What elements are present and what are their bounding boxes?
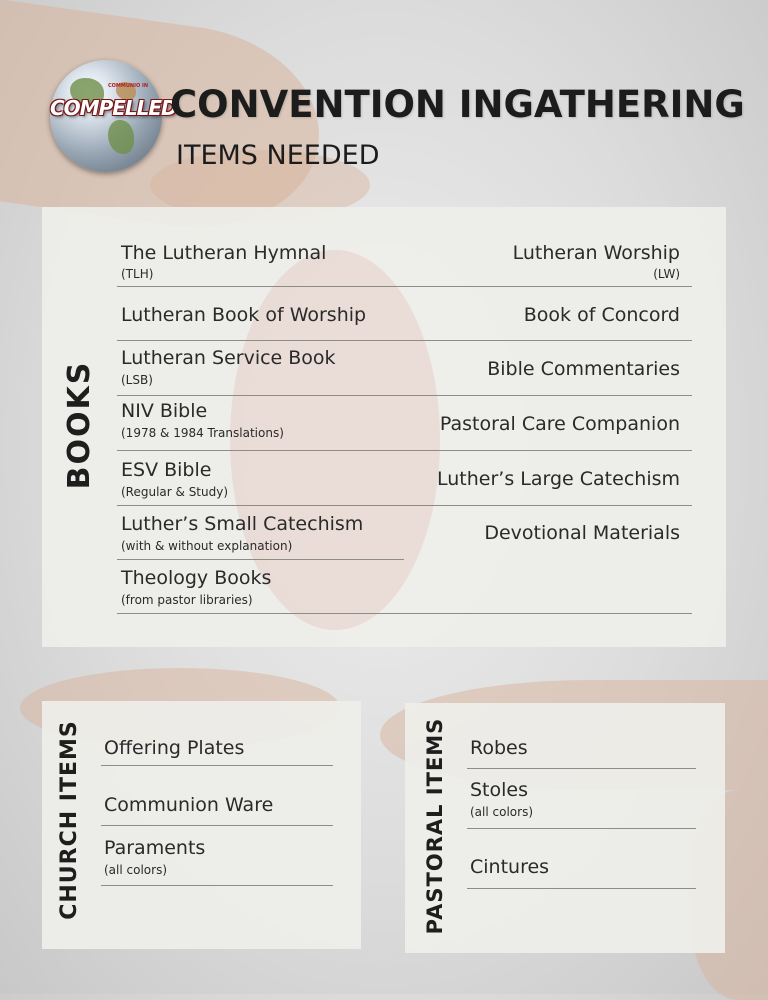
book-note: (with & without explanation)	[121, 539, 293, 553]
church-row-paraments	[101, 826, 333, 886]
book-name: Luther’s Large Catechism	[437, 468, 680, 490]
book-name: Pastoral Care Companion	[439, 413, 680, 435]
book-row-pastoral-care	[404, 396, 692, 451]
book-note: (from pastor libraries)	[121, 593, 253, 607]
book-name: NIV Bible	[121, 400, 208, 422]
book-name: Devotional Materials	[484, 522, 680, 544]
logo-text: COMPELLED	[50, 96, 177, 120]
pastoral-item-name: Cintures	[470, 856, 550, 878]
book-row-devotional	[404, 506, 692, 559]
book-row-lbw	[117, 287, 404, 341]
pastoral-row-stoles	[467, 769, 696, 829]
pastoral-row-cintures	[467, 829, 696, 889]
book-row-niv	[117, 396, 404, 451]
book-name: Lutheran Book of Worship	[121, 304, 367, 326]
books-section-label: BOOKS	[62, 360, 97, 490]
church-item-name: Paraments	[104, 837, 206, 859]
book-name: Lutheran Worship	[512, 242, 680, 264]
book-note: (LW)	[653, 267, 680, 281]
book-note: (Regular & Study)	[121, 485, 229, 499]
page-subtitle: ITEMS NEEDED	[176, 140, 380, 171]
book-row-lsb	[117, 341, 404, 396]
church-items-section-label: CHURCH ITEMS	[57, 720, 82, 920]
book-row-concord	[404, 287, 692, 341]
church-item-name: Communion Ware	[104, 794, 274, 816]
church-row-communion-ware	[101, 766, 333, 826]
book-note: (LSB)	[121, 373, 153, 387]
book-row-esv	[117, 451, 404, 506]
book-name: Book of Concord	[523, 304, 680, 326]
book-name: ESV Bible	[121, 459, 212, 481]
logo-small-text: COMMUNIO IN	[108, 83, 149, 89]
book-row-tlh	[117, 230, 404, 287]
book-row-commentaries	[404, 341, 692, 396]
book-name: The Lutheran Hymnal	[121, 242, 327, 264]
pastoral-item-name: Stoles	[470, 779, 529, 801]
book-row-large-catechism	[404, 451, 692, 506]
church-item-note: (all colors)	[104, 863, 167, 877]
pastoral-row-robes	[467, 728, 696, 769]
globe-land-south	[108, 120, 134, 154]
book-note: (1978 & 1984 Translations)	[121, 426, 284, 440]
book-name: Bible Commentaries	[487, 358, 680, 380]
book-row-lw	[404, 230, 692, 287]
pastoral-items-section-label: PASTORAL ITEMS	[423, 717, 447, 935]
church-item-name: Offering Plates	[104, 737, 245, 759]
book-row-theology	[117, 560, 692, 614]
book-row-small-catechism	[117, 506, 404, 560]
church-row-offering-plates	[101, 728, 333, 766]
book-name: Theology Books	[121, 567, 272, 589]
book-name: Luther’s Small Catechism	[121, 513, 364, 535]
book-note: (TLH)	[121, 267, 154, 281]
page-title: CONVENTION INGATHERING	[170, 83, 745, 126]
pastoral-item-note: (all colors)	[470, 805, 533, 819]
book-name: Lutheran Service Book	[121, 347, 336, 369]
pastoral-item-name: Robes	[470, 737, 528, 759]
